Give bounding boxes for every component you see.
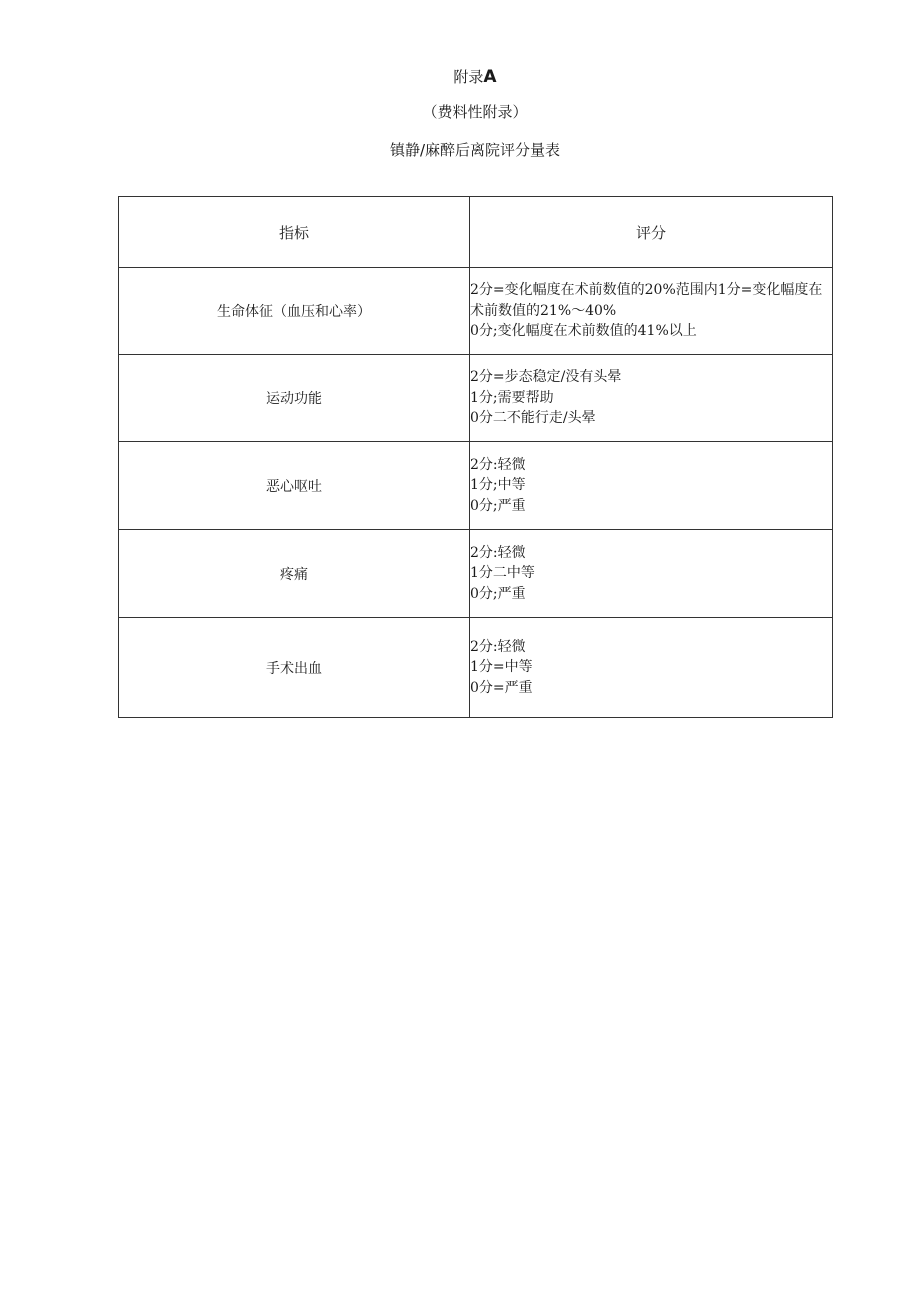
score-cell [470,355,833,442]
score-line: 2分=步态稳定/没有头晕 [470,369,622,386]
score-line: 0分;严重 [470,497,526,514]
score-line: 0分=严重 [470,679,533,696]
column-header-score: 评分 [470,197,833,268]
appendix-prefix: 附录 [453,68,484,86]
table-header-row [119,197,833,268]
score-line: 0分;变化幅度在术前数值的41%以上 [470,323,697,340]
score-line: 1分;中等 [470,477,526,494]
score-line: 2分:轻微 [470,456,526,473]
table-row [119,355,833,442]
indicator-cell: 手术出血 [119,618,470,718]
appendix-heading [0,67,920,87]
column-header-indicator: 指标 [119,197,470,268]
score-line: 2分:轻微 [470,544,526,561]
table-row [119,618,833,718]
score-cell [470,530,833,618]
score-cell [470,268,833,355]
indicator-cell: 恶心呕吐 [119,442,470,530]
table-row [119,268,833,355]
score-line: 1分;需要帮助 [470,389,554,406]
score-line: 1分二中等 [470,565,535,582]
discharge-score-table [118,196,833,718]
indicator-cell: 疼痛 [119,530,470,618]
score-line: 2分:轻微 [470,638,526,655]
appendix-letter: A [483,67,497,87]
appendix-subtitle: （费料性附录） [422,103,528,121]
score-cell [470,442,833,530]
table-row [119,530,833,618]
score-line: 2分=变化幅度在术前数值的20%范围内1分=变化幅度在术前数值的21%～40% [470,282,823,319]
indicator-cell: 运动功能 [119,355,470,442]
score-cell [470,618,833,718]
page-title: 镇静/麻醉后离院评分量表 [389,141,561,159]
table-row [119,442,833,530]
score-line: 1分=中等 [470,659,533,676]
score-line: 0分;严重 [470,585,526,602]
score-line: 0分二不能行走/头晕 [470,410,596,427]
indicator-cell: 生命体征（血压和心率） [119,268,470,355]
